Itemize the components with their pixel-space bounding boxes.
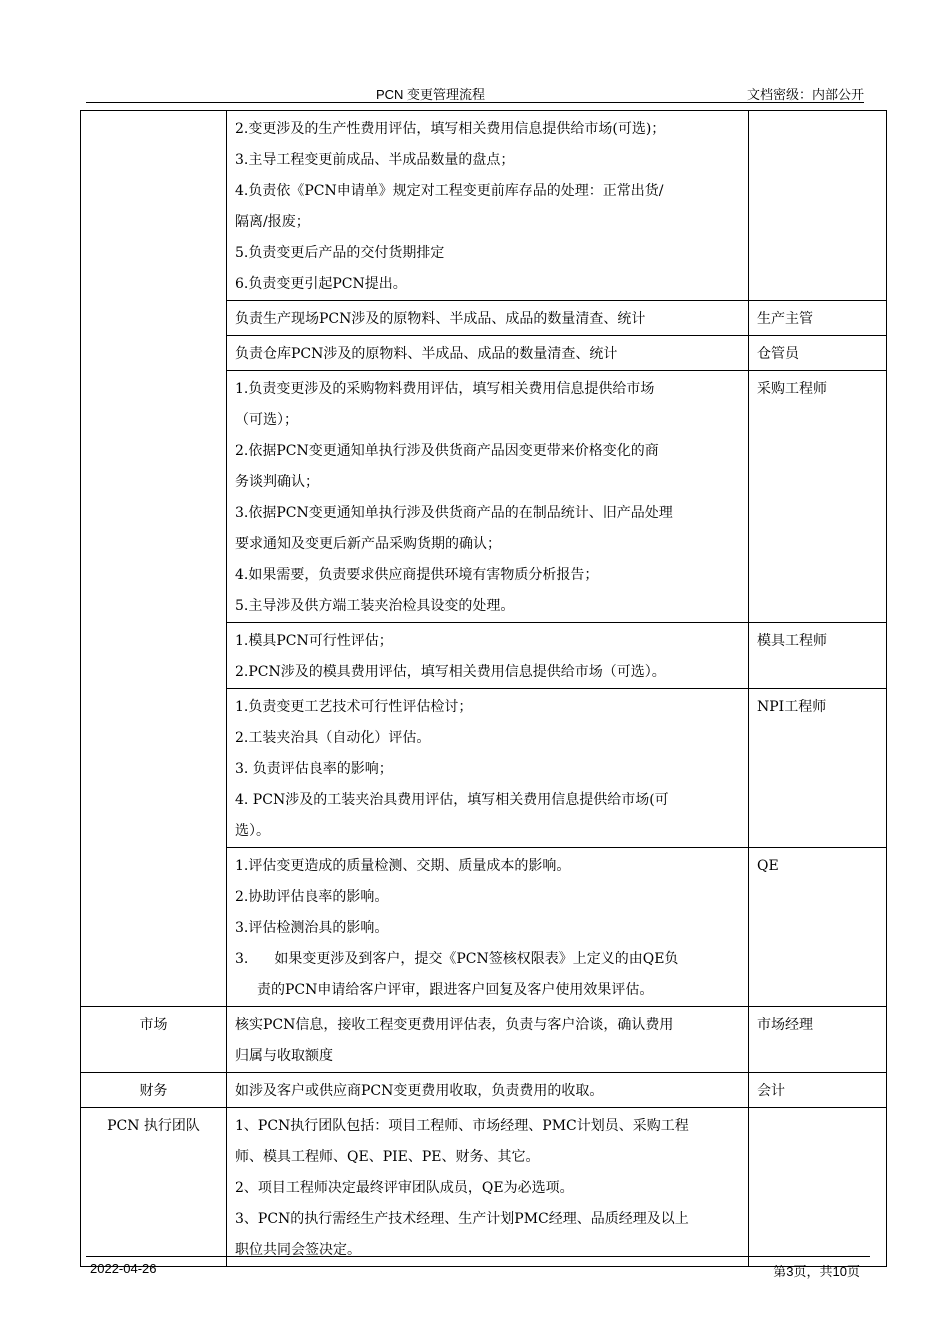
page-number: 第3页，共10页 bbox=[773, 1264, 860, 1279]
table-row bbox=[81, 111, 887, 301]
page-header bbox=[86, 84, 864, 103]
desc-cell: 负责生产现场PCN涉及的原物料、半成品、成品的数量清查、统计 bbox=[227, 301, 749, 336]
role-cell: QE bbox=[749, 848, 887, 1007]
desc-cell: 1.模具PCN可行性评估； 2.PCN涉及的模具费用评估，填写相关费用信息提供给市场（可选）。 bbox=[227, 623, 749, 689]
table-row bbox=[81, 1073, 887, 1108]
dept-cell: PCN 执行团队 bbox=[81, 1108, 227, 1267]
role-cell: 采购工程师 bbox=[749, 371, 887, 623]
table-row bbox=[81, 1007, 887, 1073]
security-level: 文档密级：内部公开 bbox=[746, 87, 864, 102]
page-footer bbox=[86, 1256, 870, 1279]
responsibility-table bbox=[80, 110, 887, 1267]
desc-cell: 负责仓库PCN涉及的原物料、半成品、成品的数量清查、统计 bbox=[227, 336, 749, 371]
role-cell: 仓管员 bbox=[749, 336, 887, 371]
desc-cell: 1.负责变更工艺技术可行性评估检讨； 2.工装夹治具（自动化）评估。 3. 负责评估良率的影响； 4. PCN涉及的工装夹治具费用评估，填写相关费用信息提供给市场(可 选）。 bbox=[227, 689, 749, 848]
role-cell: 会计 bbox=[749, 1073, 887, 1108]
desc-cell: 1.负责变更涉及的采购物料费用评估，填写相关费用信息提供给市场 （可选）； 2.依据PCN变更通知单执行涉及供货商产品因变更带来价格变化的商 务谈判确认； 3.依据PCN变更通知单执行涉及供货商产品的在制品统计、旧产品处理 要求通知及变更后新产品采购货期的确认； 4.如果需要，负责要求供应商提供环境有害物质分析报告； 5.主导涉及供方端工装夹治检具设变的处理。 bbox=[227, 371, 749, 623]
desc-cell: 核实PCN信息，接收工程变更费用评估表，负责与客户洽谈，确认费用 归属与收取额度 bbox=[227, 1007, 749, 1073]
role-cell: 模具工程师 bbox=[749, 623, 887, 689]
role-cell: NPI工程师 bbox=[749, 689, 887, 848]
dept-cell: 财务 bbox=[81, 1073, 227, 1108]
desc-cell: 1.评估变更造成的质量检测、交期、质量成本的影响。 2.协助评估良率的影响。 3.评估检测治具的影响。 3. 如果变更涉及到客户，提交《PCN签核权限表》上定义的由QE负 责的PCN申请给客户评审，跟进客户回复及客户使用效果评估。 bbox=[227, 848, 749, 1007]
table-row bbox=[81, 1108, 887, 1267]
role-cell: 市场经理 bbox=[749, 1007, 887, 1073]
role-cell bbox=[749, 111, 887, 301]
desc-cell: 2.变更涉及的生产性费用评估，填写相关费用信息提供给市场(可选)； 3.主导工程变更前成品、半成品数量的盘点； 4.负责依《PCN申请单》规定对工程变更前库存品的处理：正常出货/ 隔离/报废； 5.负责变更后产品的交付货期排定 6.负责变更引起PCN提出。 bbox=[227, 111, 749, 301]
document-title: PCN 变更管理流程 bbox=[376, 87, 486, 102]
dept-cell: 市场 bbox=[81, 1007, 227, 1073]
role-cell: 生产主管 bbox=[749, 301, 887, 336]
role-cell bbox=[749, 1108, 887, 1267]
footer-date: 2022-04-26 bbox=[90, 1261, 157, 1276]
desc-cell: 1、PCN执行团队包括：项目工程师、市场经理、PMC计划员、采购工程 师、模具工程师、QE、PIE、PE、财务、其它。 2、项目工程师决定最终评审团队成员，QE为必选项。 3、PCN的执行需经生产技术经理、生产计划PMC经理、品质经理及以上 职位共同会签决定。 bbox=[227, 1108, 749, 1267]
dept-cell bbox=[81, 111, 227, 1007]
desc-cell: 如涉及客户或供应商PCN变更费用收取，负责费用的收取。 bbox=[227, 1073, 749, 1108]
